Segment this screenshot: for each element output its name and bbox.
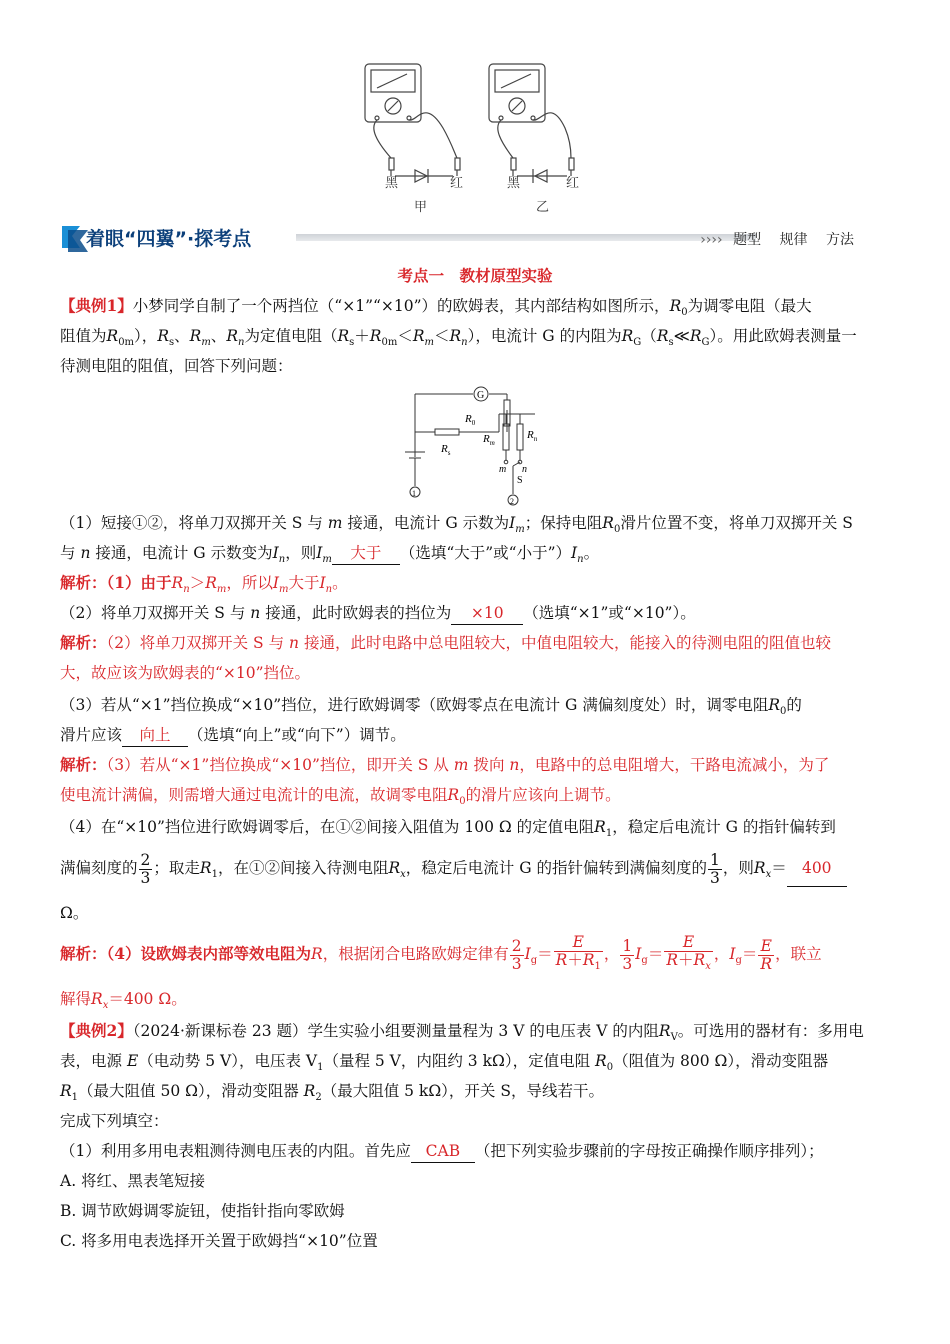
ohmmeter-circuit-diagram — [395, 382, 555, 512]
text: ，根据闭合电路欧姆定律有 — [322, 945, 509, 963]
text: 完成下列填空： — [60, 1112, 169, 1130]
text: 表，电源 — [60, 1052, 123, 1070]
fraction-two-thirds: $\frac{2}{3}$ — [140, 850, 151, 887]
text: ＝400 Ω。 — [108, 990, 187, 1008]
header-tag-1: 题型 — [733, 232, 762, 248]
text: （2）将单刀双掷开关 S 与 — [60, 604, 246, 622]
text: （2024·新课标卷 23 题）学生实验小组要测量量程为 3 V 的电压表 V 的内阻 — [132, 1022, 659, 1040]
header-title: 着眼“四翼”·探考点 — [86, 228, 252, 250]
text: 解得 — [60, 990, 92, 1008]
ex2-line-4 — [60, 1110, 890, 1132]
circuit-terminal-1: 1 — [412, 489, 416, 498]
label-red-left: 红 — [450, 176, 464, 191]
text: （电动势 5 V），电压表 — [138, 1052, 301, 1070]
section-header-bar — [58, 222, 892, 254]
text: 接通，电流计 G 示数变为 — [95, 544, 273, 562]
q3-line-1: （3）若从“×1”挡位换成“×10”挡位，进行欧姆调零（欧姆零点在电流计 G 满偏刻度处）时，调零电阻$R_0$的 — [60, 696, 802, 718]
text: ；保持电阻 — [524, 514, 603, 532]
text: （阻值为 800 Ω），滑动变阻器 — [613, 1052, 829, 1070]
q4-line-1: （4）在“×10”挡位进行欧姆调零后，在①②间接入阻值为 100 Ω 的定值电阻$R_1$，稳定后电流计 G 的指针偏转到 — [60, 818, 836, 840]
text: A. 将红、黑表笔短接 — [60, 1172, 206, 1190]
q4-solution-2: 解得$R_x=400$ Ω。 — [60, 990, 187, 1012]
text: （把下列实验步骤前的字母按正确操作顺序排列）； — [474, 1142, 824, 1160]
text: ，则 — [722, 859, 754, 877]
q4-line-2: 满偏刻度的 $\frac{2}{3}$ ；取走$R_1$，在①②间接入待测电阻$R_x$，稳定后电流计 G 的指针偏转到满偏刻度的 $\frac{1}{3}$ ，则$R_x= 400$ — [60, 850, 890, 893]
header-tag-2: 规律 — [779, 232, 808, 248]
ex2-q1 — [60, 1140, 890, 1163]
q1-solution: 解析：（1）由于$R_n>R_m$，所以$I_m$大于$I_n$。 — [60, 573, 348, 596]
circuit-label-rs: $R_s$ — [441, 443, 451, 457]
text: 为定值电阻（ — [244, 327, 338, 345]
q4-solution-1: 解析：（4）设欧姆表内部等效电阻为R，根据闭合电路欧姆定律有 $\frac{2}{3}$ $I_g=$ $\frac{E}{R+R_1}$ ， $\frac{1}{3}$ $I_g=$ $\frac{E}{R+R_x}$ ，$I_g=$ $\frac{E}{R}$ ，联立 — [60, 933, 822, 973]
text: （3）若从“×1”挡位换成“×10”挡位，进行欧姆调零（欧姆零点在电流计 G 满偏刻度处）时，调零电阻 — [60, 696, 769, 714]
header-tags — [700, 229, 854, 249]
text: B. 调节欧姆调零旋钮，使指针指向零欧姆 — [60, 1202, 345, 1220]
ex2-line-3: $R_1$（最大阻值 50 Ω），滑动变阻器 $R_2$（最大阻值 5 kΩ），开关 S，导线若干。 — [60, 1082, 604, 1104]
text: （量程 5 V，内阻约 3 kΩ），定值电阻 — [323, 1052, 591, 1070]
circuit-label-r0-text: R — [465, 413, 472, 425]
ex2-line-1: 【典例2】（2024·新课标卷 23 题）学生实验小组要测量量程为 3 V 的电压表 V 的内阻$R_V$。可选用的器材有：多用电 — [60, 1021, 864, 1044]
circuit-label-g: G — [477, 390, 485, 401]
section-title: 考点一 教材原型实验 — [397, 267, 553, 285]
circuit-label-rm: $R_m$ — [483, 433, 495, 447]
header-tag-3: 方法 — [826, 232, 854, 248]
text: 拨向 — [473, 756, 505, 774]
q2-solution-1: 解析：（2）将单刀双掷开关 S 与 n 接通，此时电路中总电阻较大，中值电阻较大，能接入的待测电阻的阻值也较 — [60, 633, 831, 652]
text: （选填“×1”或“×10”）。 — [523, 604, 696, 622]
q2-solution-2 — [60, 662, 890, 684]
circuit-label-rn-text: R — [527, 429, 534, 441]
text: ，电路中的总电阻增大，干路电流减小，为了 — [519, 756, 830, 774]
circuit-label-rm-text: R — [483, 433, 490, 445]
text: （选填“大于”或“小于”） — [399, 544, 572, 562]
ex2-q1-answer-blank[interactable]: CAB — [411, 1140, 475, 1163]
ex1-line-2: 阻值为$R_{0m}$），$R_s$、$R_m$、$R_n$为定值电阻$(R_s+R_{0m}<R_m<R_n)$，电流计 G 的内阻为$R_G(R_s≪R_G)$。用此欧姆表测量一 — [60, 327, 857, 349]
caption-left: 甲 — [414, 200, 428, 215]
text: 接通，电流计 G 示数为 — [347, 514, 510, 532]
q3-solution-1: 解析：（3）若从“×1”挡位换成“×10”挡位，即开关 S 从 m 拨向 n，电路中的总电阻增大，干路电流减小，为了 — [60, 755, 830, 774]
text: ；取走 — [153, 859, 200, 877]
text: 满偏刻度的 — [60, 859, 138, 877]
text: C. 将多用电表选择开关置于欧姆挡“×10”位置 — [60, 1232, 378, 1250]
text: ，稳定后电流计 G 的指针偏转到满偏刻度的 — [405, 859, 708, 877]
circuit-label-n: n — [522, 464, 527, 475]
q2-line-1: （2）将单刀双掷开关 S 与 n 接通，此时欧姆表的挡位为 ×10 （选填“×1”或“×10”）。 — [60, 602, 890, 625]
header-rule — [296, 234, 756, 241]
text: ，则 — [285, 544, 317, 562]
circuit-label-rs-text: R — [441, 443, 448, 455]
text: 大，故应该为欧姆表的“×10”挡位。 — [60, 664, 311, 682]
q4-answer-blank[interactable]: 400 — [787, 850, 847, 887]
q1-line-1: （1）短接①②，将单刀双掷开关 S 与 m 接通，电流计 G 示数为$I_m$；保持电阻$R_0$滑片位置不变，将单刀双掷开关 S — [60, 514, 853, 536]
text: 待测电阻的阻值，回答下列问题： — [60, 357, 293, 375]
circuit-label-s: S — [517, 475, 523, 486]
text: （1）短接①②，将单刀双掷开关 S 与 — [60, 514, 323, 532]
q3-line-2 — [60, 724, 890, 747]
text: 滑片位置不变，将单刀双掷开关 S — [620, 514, 853, 532]
ex1-tag: 【典例1】 — [60, 296, 133, 315]
text: 解析：（4）设欧姆表内部等效电阻为 — [60, 944, 312, 963]
circuit-label-m: m — [499, 464, 507, 475]
ex2-option-b — [60, 1200, 890, 1222]
text: （最大阻值 5 kΩ），开关 S，导线若干。 — [321, 1082, 604, 1100]
text: 滑片应该 — [60, 726, 123, 744]
text: ，稳定后电流计 G 的指针偏转到 — [612, 818, 836, 836]
q1-answer-blank[interactable]: 大于 — [332, 542, 400, 565]
text: （1）利用多用电表粗测待测电压表的内阻。首先应 — [60, 1142, 411, 1160]
text: 大于 — [288, 574, 320, 592]
ex1-line-1: 【典例1】小梦同学自制了一个两挡位（“×1”“×10”）的欧姆表，其内部结构如图所示，$R_0$为调零电阻（最大 — [60, 296, 812, 319]
caption-right: 乙 — [536, 200, 550, 215]
text: ，在①②间接入待测电阻 — [217, 859, 389, 877]
text: （选填“向上”或“向下”）调节。 — [188, 726, 406, 744]
text: 解析：（1）由于 — [60, 573, 172, 592]
circuit-label-r0: $R_0$ — [465, 413, 476, 427]
text: （最大阻值 50 Ω），滑动变阻器 — [78, 1082, 299, 1100]
text: 为调零电阻（最大 — [687, 297, 812, 315]
header-arrows: ›››› — [700, 232, 723, 248]
text: ），电流计 G 的内阻为 — [467, 327, 622, 345]
text: 小梦同学自制了一个两挡位（“×1”“×10”）的欧姆表，其内部结构如图所示， — [132, 297, 670, 315]
q3-answer-blank[interactable]: 向上 — [122, 724, 188, 747]
text: ，所以 — [226, 574, 273, 592]
text: 接通，此时电路中总电阻较大，中值电阻较大，能接入的待测电阻的阻值也较 — [303, 634, 831, 652]
text: 使电流计满偏，则需增大通过电流计的电流，故调零电阻 — [60, 786, 448, 804]
ex1-line-3 — [60, 355, 890, 377]
text: 阻值为 — [60, 327, 107, 345]
label-black-right: 黑 — [507, 176, 521, 191]
text: 的滑片应该向上调节。 — [465, 786, 621, 804]
label-black-left: 黑 — [385, 176, 399, 191]
ex2-line-2: 表，电源 E（电动势 5 V），电压表 $V_1$（量程 5 V，内阻约 3 kΩ），定值电阻 $R_0$（阻值为 800 Ω），滑动变阻器 — [60, 1052, 829, 1074]
text: 。用此欧姆表测量一 — [717, 327, 857, 345]
text: 接通，此时欧姆表的挡位为 — [265, 604, 452, 622]
text: （4）在“×10”挡位进行欧姆调零后，在①②间接入阻值为 100 Ω 的定值电阻 — [60, 818, 595, 836]
text: 与 — [60, 544, 76, 562]
text: 的 — [786, 696, 802, 714]
q2-answer-blank[interactable]: ×10 — [451, 602, 523, 625]
circuit-terminal-2: 2 — [510, 497, 514, 506]
text: ，联立 — [775, 945, 822, 963]
ex2-tag: 【典例2】 — [60, 1021, 133, 1040]
text: Ω。 — [60, 904, 89, 922]
circuit-label-rn: $R_n$ — [527, 429, 538, 443]
q1-line-2: 与 n 接通，电流计 G 示数变为$I_n$，则$I_m$ 大于 （选填“大于”或“小于$”)I_n$。 — [60, 544, 600, 566]
q3-solution-2: 使电流计满偏，则需增大通过电流计的电流，故调零电阻$R_0$的滑片应该向上调节。 — [60, 786, 621, 808]
label-red-right: 红 — [566, 176, 580, 191]
q4-line-3 — [60, 902, 890, 924]
text: 。可选用的器材有：多用电 — [677, 1022, 864, 1040]
ex2-option-c — [60, 1230, 890, 1252]
fraction-one-third: $\frac{1}{3}$ — [710, 850, 720, 887]
multimeter-diode-figure — [355, 58, 595, 218]
ex2-option-a — [60, 1170, 890, 1192]
text: ）， — [134, 327, 158, 345]
